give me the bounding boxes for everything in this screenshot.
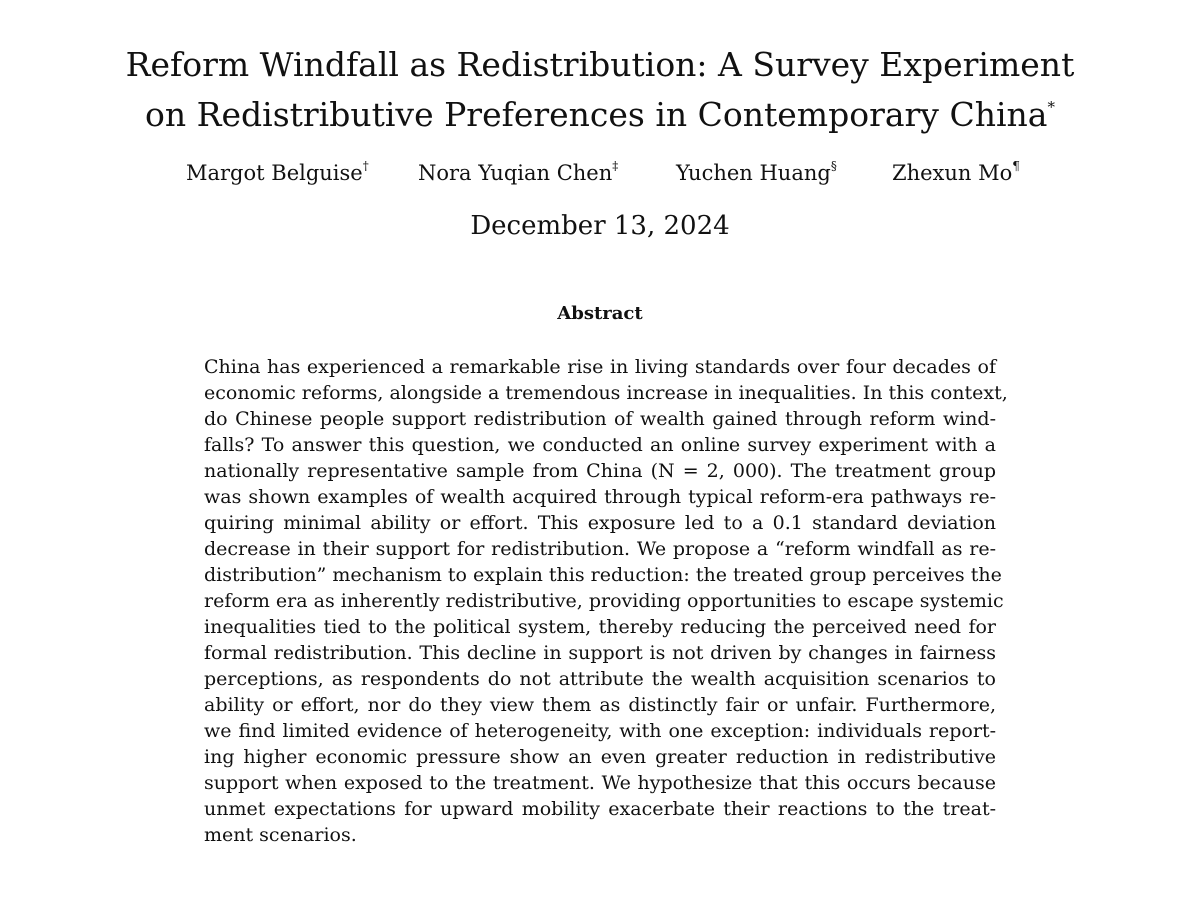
title-footnote-mark: * <box>1047 98 1055 116</box>
abstract-line: ing higher economic pressure show an even greater reduction in redistributive <box>204 746 996 768</box>
author-4 <box>892 153 1020 188</box>
publication-date: December 13, 2024 <box>470 211 730 241</box>
abstract-line: unmet expectations for upward mobility exacerbate their reactions to the treat- <box>204 798 996 820</box>
abstract-line: perceptions, as respondents do not attribute the wealth acquisition scenarios to <box>204 668 996 690</box>
author-2-mark: ‡ <box>612 159 619 173</box>
abstract-line: inequalities tied to the political system, thereby reducing the perceived need for <box>204 616 996 638</box>
abstract-line: China has experienced a remarkable rise in living standards over four decades of <box>204 356 996 378</box>
abstract-line: ability or effort, nor do they view them as distinctly fair or unfair. Furthermore, <box>204 694 996 716</box>
author-1-name: Margot Belguise <box>186 161 363 185</box>
abstract-line: falls? To answer this question, we conducted an online survey experiment with a <box>204 434 996 456</box>
paper-title-line-2 <box>100 87 1100 137</box>
paper-title-line-1 <box>100 43 1100 87</box>
abstract-line: formal redistribution. This decline in support is not driven by changes in fairness <box>204 642 996 664</box>
abstract-line: was shown examples of wealth acquired through typical reform-era pathways re- <box>204 486 996 508</box>
abstract-line: quiring minimal ability or effort. This exposure led to a 0.1 standard deviation <box>204 512 996 534</box>
author-2-name: Nora Yuqian Chen <box>418 161 613 185</box>
abstract-line: we find limited evidence of heterogeneity, with one exception: individuals report- <box>204 720 996 742</box>
abstract-line: decrease in their support for redistribution. We propose a “reform windfall as re- <box>204 538 996 560</box>
author-1 <box>186 153 369 188</box>
author-3 <box>676 153 837 188</box>
title-line-1-text: Reform Windfall as Redistribution: A Survey Experiment <box>125 45 1075 84</box>
author-3-name: Yuchen Huang <box>676 161 831 185</box>
author-2 <box>418 153 618 188</box>
abstract-line: nationally representative sample from China (N = 2, 000). The treatment group <box>204 460 996 482</box>
author-1-mark: † <box>362 159 369 173</box>
author-4-mark: ¶ <box>1012 159 1020 173</box>
author-3-mark: § <box>830 159 837 173</box>
abstract-line: do Chinese people support redistribution of wealth gained through reform wind- <box>204 408 996 430</box>
abstract-line: ment scenarios. <box>204 824 357 846</box>
abstract-line: distribution” mechanism to explain this reduction: the treated group perceives the <box>204 564 1002 586</box>
abstract-line: support when exposed to the treatment. We hypothesize that this occurs because <box>204 772 996 794</box>
author-4-name: Zhexun Mo <box>892 161 1013 185</box>
abstract-line: reform era as inherently redistributive, providing opportunities to escape systemic <box>204 590 1004 612</box>
abstract-heading: Abstract <box>557 303 643 324</box>
abstract-line: economic reforms, alongside a tremendous increase in inequalities. In this context, <box>204 382 1008 404</box>
title-line-2-text: on Redistributive Preferences in Contemporary China <box>145 95 1048 134</box>
